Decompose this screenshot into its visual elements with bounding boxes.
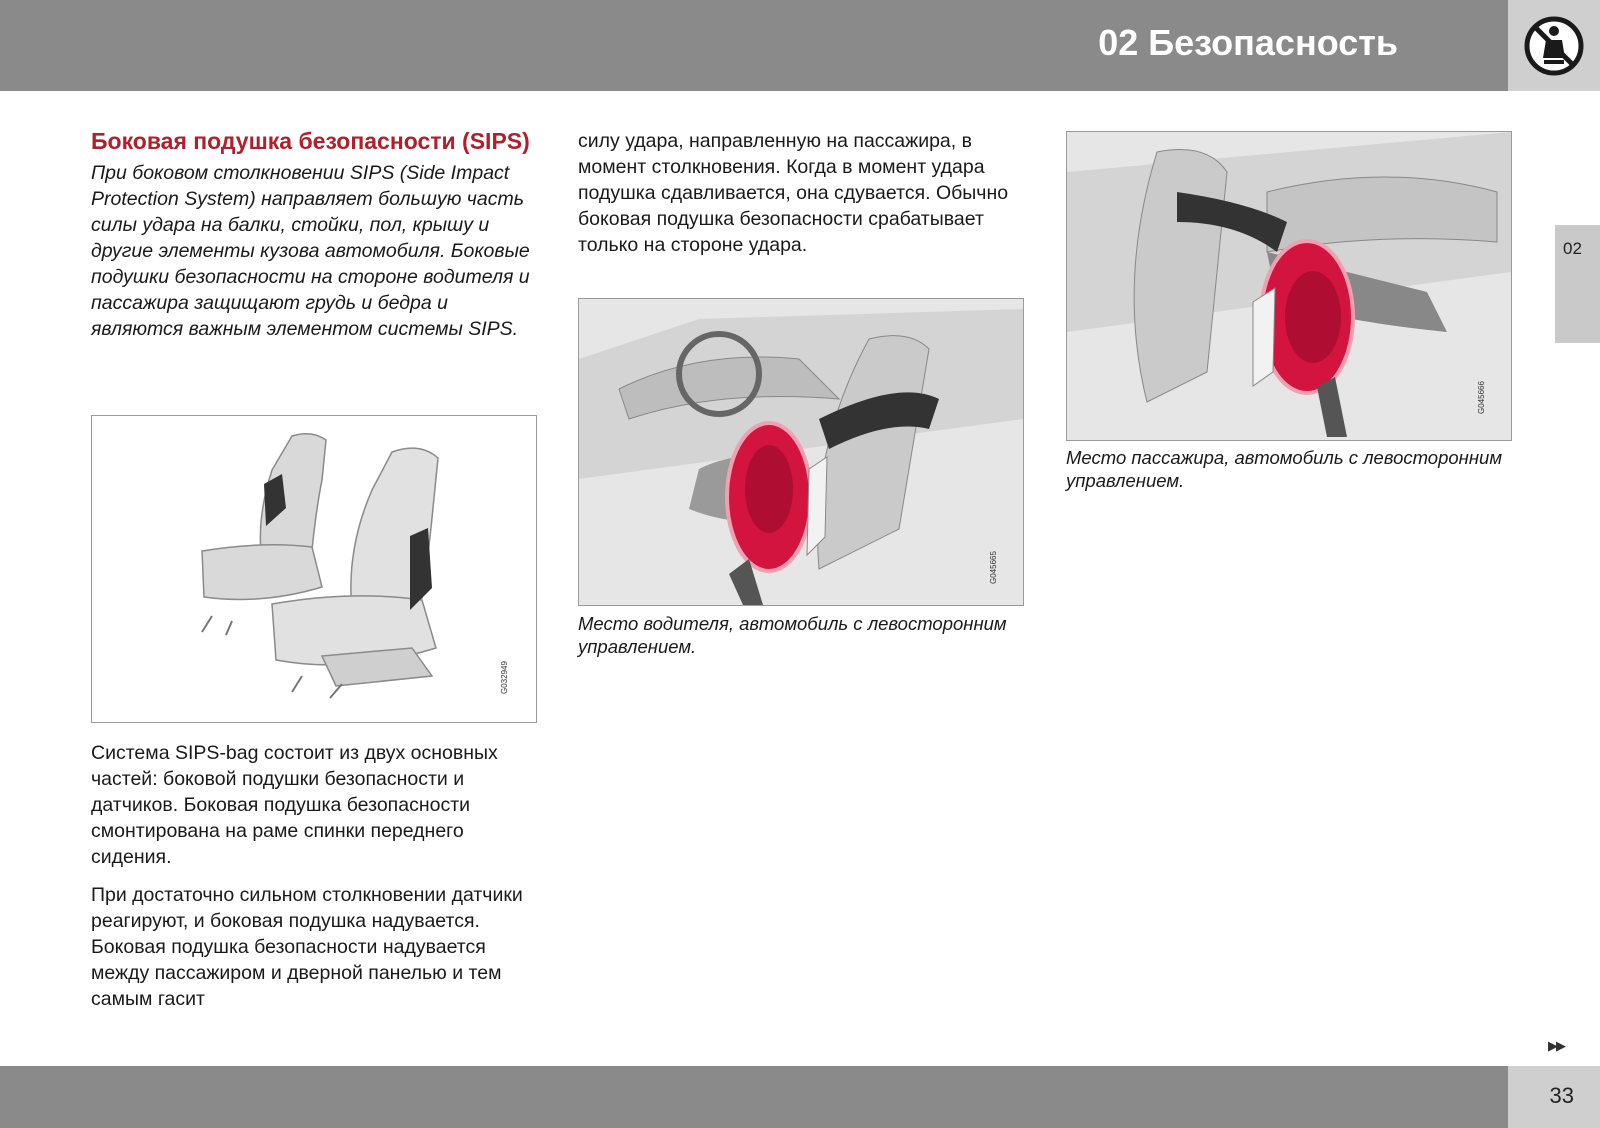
seats-illustration <box>92 416 536 722</box>
column-left-body <box>91 740 537 1012</box>
figure-driver-seat <box>578 298 1024 606</box>
header-bar <box>0 0 1508 91</box>
column-middle <box>578 128 1024 258</box>
figure-code: G032949 <box>500 661 509 694</box>
chapter-title: 02 Безопасность <box>1098 22 1398 63</box>
driver-seat-illustration <box>579 299 1023 605</box>
passenger-seat-illustration <box>1067 132 1511 440</box>
column-left <box>91 128 541 342</box>
double-arrow-right-icon: ▶▶ <box>1548 1038 1564 1053</box>
figure-caption-driver: Место водителя, автомобиль с левосторонним управлением. <box>578 613 1007 657</box>
lead-paragraph: При боковом столкновении SIPS (Side Impact Protection System) направляет большую часть силы удара на балки, стойки, пол, крышу и другие элементы кузова автомобиля. Боковые подушки безопасности на стороне водителя и пассажира защищают грудь и бедра и являются важным элементом системы SIPS. <box>91 162 530 340</box>
seat-back-left <box>202 434 326 600</box>
side-tab-label: 02 <box>1563 239 1582 258</box>
figure-seats <box>91 415 537 723</box>
figure-passenger-seat <box>1066 131 1512 441</box>
figure-caption-passenger: Место пассажира, автомобиль с левосторонним управлением. <box>1066 447 1503 491</box>
body-paragraph-2: При достаточно сильном столкновении датчики реагируют, и боковая подушка надувается. Боковая подушка безопасности надувается между пассажиром и дверной панелью и тем самым гасит <box>91 884 523 1010</box>
chapter-icon-box <box>1508 0 1600 91</box>
chapter-side-tab[interactable] <box>1555 225 1600 343</box>
footer-bar <box>0 1066 1508 1128</box>
passenger-caption-wrap <box>1066 446 1512 492</box>
section-title: Боковая подушка безопасности (SIPS) <box>91 128 530 154</box>
seatbelt-prohibited-icon <box>1522 14 1586 78</box>
body-paragraph-1: Система SIPS-bag состоит из двух основных частей: боковой подушки безопасности и датчиков. Боковая подушка безопасности смонтирована на раме спинки переднего сидения. <box>91 742 498 868</box>
body-paragraph-3: силу удара, направленную на пассажира, в момент столкновения. Когда в момент удара подушка сдавливается, она сдувается. Обычно боковая подушка безопасности срабатывает только на стороне удара. <box>578 130 1009 256</box>
right-airbag-module <box>410 528 432 610</box>
page-number-box <box>1508 1066 1600 1128</box>
page-number: 33 <box>1549 1083 1574 1108</box>
figure-code: G045665 <box>989 551 998 584</box>
driver-caption-wrap <box>578 612 1024 658</box>
figure-code: G045666 <box>1477 381 1486 414</box>
